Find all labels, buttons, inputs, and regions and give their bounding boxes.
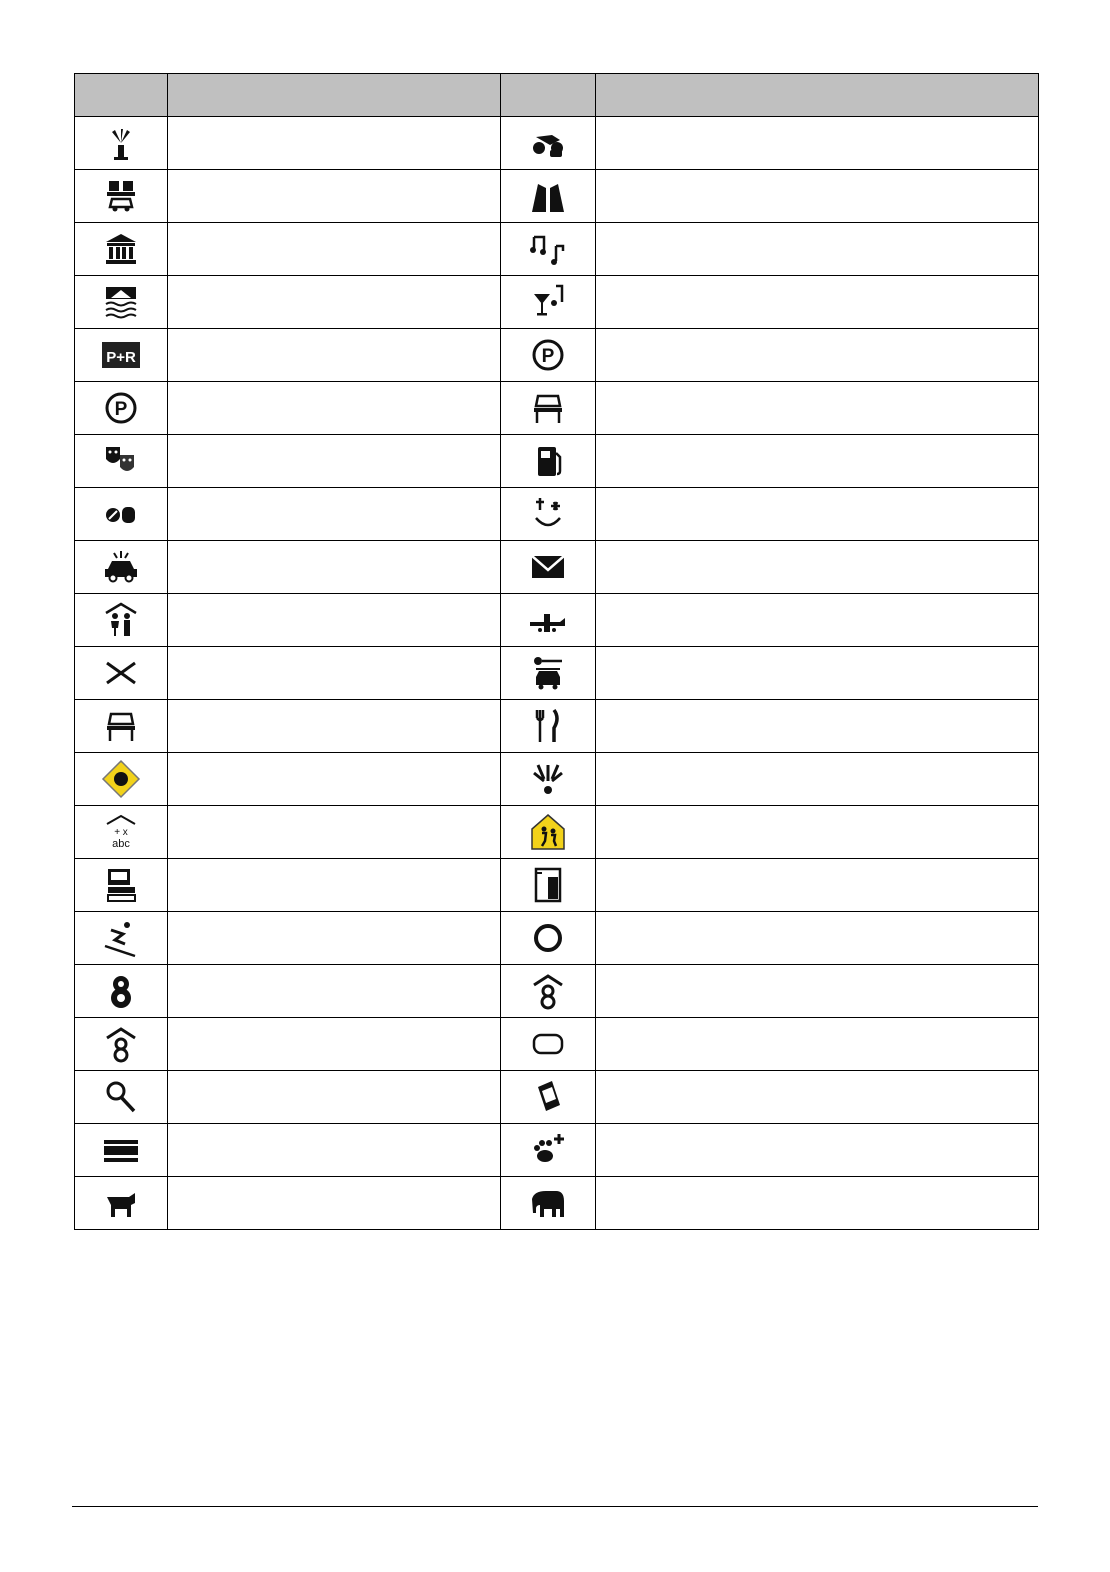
icon-cell-right — [501, 382, 596, 435]
table-row — [75, 1177, 1039, 1230]
icon-cell-right — [501, 753, 596, 806]
description-cell-right — [596, 117, 1039, 170]
description-cell-left — [168, 117, 501, 170]
description-cell-right — [596, 1071, 1039, 1124]
table-row — [75, 859, 1039, 912]
icon-cell-left — [75, 1177, 168, 1230]
description-cell-right — [596, 912, 1039, 965]
icon-cell-right — [501, 1177, 596, 1230]
rounded-rectangle-icon — [528, 1024, 568, 1064]
svg-text:P+R: P+R — [106, 349, 136, 366]
windmill-icon — [101, 123, 141, 163]
shop-door-icon — [528, 865, 568, 905]
table-row — [75, 1071, 1039, 1124]
restaurant-fork-knife-icon — [528, 706, 568, 746]
icon-cell-right — [501, 488, 596, 541]
icon-cell-right — [501, 1071, 596, 1124]
table-row — [75, 912, 1039, 965]
firework-icon — [528, 759, 568, 799]
description-cell-right — [596, 382, 1039, 435]
description-cell-left — [168, 806, 501, 859]
description-cell-left — [168, 276, 501, 329]
icon-cell-left — [75, 170, 168, 223]
header-desc-right — [596, 74, 1039, 117]
icon-cell-right — [501, 859, 596, 912]
nature-view-icon — [101, 282, 141, 322]
svg-text:P: P — [541, 346, 555, 367]
description-cell-left — [168, 912, 501, 965]
sports-figure-eight-icon — [101, 971, 141, 1011]
car-dealer-icon — [101, 176, 141, 216]
description-cell-left — [168, 647, 501, 700]
tennis-racket-icon — [101, 1077, 141, 1117]
description-cell-left — [168, 1071, 501, 1124]
fuel-pump-icon — [528, 441, 568, 481]
table-row — [75, 382, 1039, 435]
icon-cell-right — [501, 1018, 596, 1071]
description-cell-right — [596, 276, 1039, 329]
icon-cell-right — [501, 1124, 596, 1177]
description-cell-right — [596, 859, 1039, 912]
cow-icon — [101, 1183, 141, 1223]
icon-cell-left — [75, 1124, 168, 1177]
icon-cell-left — [75, 329, 168, 382]
icon-cell-right — [501, 912, 596, 965]
table-row — [75, 594, 1039, 647]
post-office-envelope-icon — [528, 547, 568, 587]
icon-cell-right — [501, 594, 596, 647]
table-row — [75, 488, 1039, 541]
shopping-center-icon — [101, 865, 141, 905]
description-cell-right — [596, 1177, 1039, 1230]
museum-icon — [101, 229, 141, 269]
icon-cell-left — [75, 223, 168, 276]
railway-crossing-icon — [101, 653, 141, 693]
description-cell-right — [596, 541, 1039, 594]
circle-outline-icon — [528, 918, 568, 958]
description-cell-right — [596, 435, 1039, 488]
icon-cell-left — [75, 647, 168, 700]
icon-cell-left — [75, 488, 168, 541]
description-cell-left — [168, 170, 501, 223]
icon-cell-left — [75, 117, 168, 170]
description-cell-left — [168, 435, 501, 488]
icon-cell-left — [75, 541, 168, 594]
place-of-worship-icon — [528, 494, 568, 534]
description-cell-left — [168, 1018, 501, 1071]
description-cell-right — [596, 753, 1039, 806]
description-cell-left — [168, 594, 501, 647]
description-cell-right — [596, 806, 1039, 859]
table-row — [75, 223, 1039, 276]
table-row — [75, 541, 1039, 594]
description-cell-right — [596, 965, 1039, 1018]
description-cell-right — [596, 170, 1039, 223]
icon-cell-left — [75, 965, 168, 1018]
icon-cell-left — [75, 435, 168, 488]
table-row — [75, 753, 1039, 806]
icon-cell-left — [75, 594, 168, 647]
table-header — [75, 74, 1039, 117]
bench-icon — [101, 706, 141, 746]
icon-cell-right — [501, 541, 596, 594]
icon-legend-table — [74, 73, 1039, 1230]
school-abc-icon — [101, 812, 141, 852]
description-cell-left — [168, 753, 501, 806]
table-row — [75, 117, 1039, 170]
description-cell-left — [168, 1124, 501, 1177]
elephant-zoo-icon — [528, 1183, 568, 1223]
aircraft-icon — [528, 600, 568, 640]
icon-cell-left — [75, 753, 168, 806]
svg-text:P: P — [114, 399, 128, 420]
motorcycle-service-icon — [528, 123, 568, 163]
icon-cell-left — [75, 859, 168, 912]
description-cell-right — [596, 647, 1039, 700]
road-sign-diamond-icon — [101, 759, 141, 799]
theater-masks-icon — [101, 441, 141, 481]
header-icon-left — [75, 74, 168, 117]
description-cell-left — [168, 329, 501, 382]
description-cell-left — [168, 223, 501, 276]
icon-cell-right — [501, 170, 596, 223]
parking-icon — [528, 335, 568, 375]
nightlife-cocktail-icon — [528, 282, 568, 322]
icon-cell-right — [501, 647, 596, 700]
icon-cell-right — [501, 806, 596, 859]
table-row — [75, 965, 1039, 1018]
icon-cell-left — [75, 700, 168, 753]
header-icon-right — [501, 74, 596, 117]
svg-text:abc: abc — [112, 838, 130, 850]
icon-cell-right — [501, 435, 596, 488]
icon-cell-left — [75, 912, 168, 965]
icon-cell-left — [75, 1018, 168, 1071]
mountain-pass-icon — [528, 176, 568, 216]
description-cell-left — [168, 859, 501, 912]
sports-hall-icon — [528, 971, 568, 1011]
description-cell-left — [168, 488, 501, 541]
film-ticket-icon — [528, 1077, 568, 1117]
description-cell-left — [168, 1177, 501, 1230]
table-row — [75, 647, 1039, 700]
police-car-icon — [101, 547, 141, 587]
description-cell-right — [596, 594, 1039, 647]
header-row — [75, 74, 1039, 117]
park-and-ride-icon — [101, 335, 141, 375]
icon-cell-left — [75, 276, 168, 329]
table-row — [75, 170, 1039, 223]
pier-icon — [101, 1130, 141, 1170]
description-cell-right — [596, 329, 1039, 382]
school-crossing-sign-icon — [528, 812, 568, 852]
music-notes-icon — [528, 229, 568, 269]
table-row — [75, 1124, 1039, 1177]
table-row — [75, 276, 1039, 329]
icon-cell-left — [75, 382, 168, 435]
description-cell-right — [596, 223, 1039, 276]
icon-cell-left — [75, 806, 168, 859]
table-row — [75, 700, 1039, 753]
description-cell-left — [168, 965, 501, 1018]
icon-cell-right — [501, 276, 596, 329]
bench-icon — [528, 388, 568, 428]
description-cell-right — [596, 700, 1039, 753]
description-cell-left — [168, 541, 501, 594]
table-row — [75, 1018, 1039, 1071]
skiing-icon — [101, 918, 141, 958]
parking-icon — [101, 388, 141, 428]
public-toilet-icon — [101, 600, 141, 640]
svg-text:+ x: + x — [114, 827, 128, 838]
icon-cell-right — [501, 117, 596, 170]
description-cell-left — [168, 700, 501, 753]
table-row — [75, 329, 1039, 382]
sports-hall-icon — [101, 1024, 141, 1064]
icon-cell-right — [501, 965, 596, 1018]
table-body — [75, 117, 1039, 1230]
car-rental-icon — [528, 653, 568, 693]
pharmacy-pills-icon — [101, 494, 141, 534]
footer-divider — [72, 1506, 1038, 1507]
description-cell-right — [596, 488, 1039, 541]
description-cell-right — [596, 1124, 1039, 1177]
header-desc-left — [168, 74, 501, 117]
veterinarian-paw-icon — [528, 1130, 568, 1170]
icon-cell-right — [501, 223, 596, 276]
description-cell-left — [168, 382, 501, 435]
icon-cell-left — [75, 1071, 168, 1124]
table-row — [75, 435, 1039, 488]
icon-cell-right — [501, 329, 596, 382]
description-cell-right — [596, 1018, 1039, 1071]
table-row — [75, 806, 1039, 859]
icon-cell-right — [501, 700, 596, 753]
